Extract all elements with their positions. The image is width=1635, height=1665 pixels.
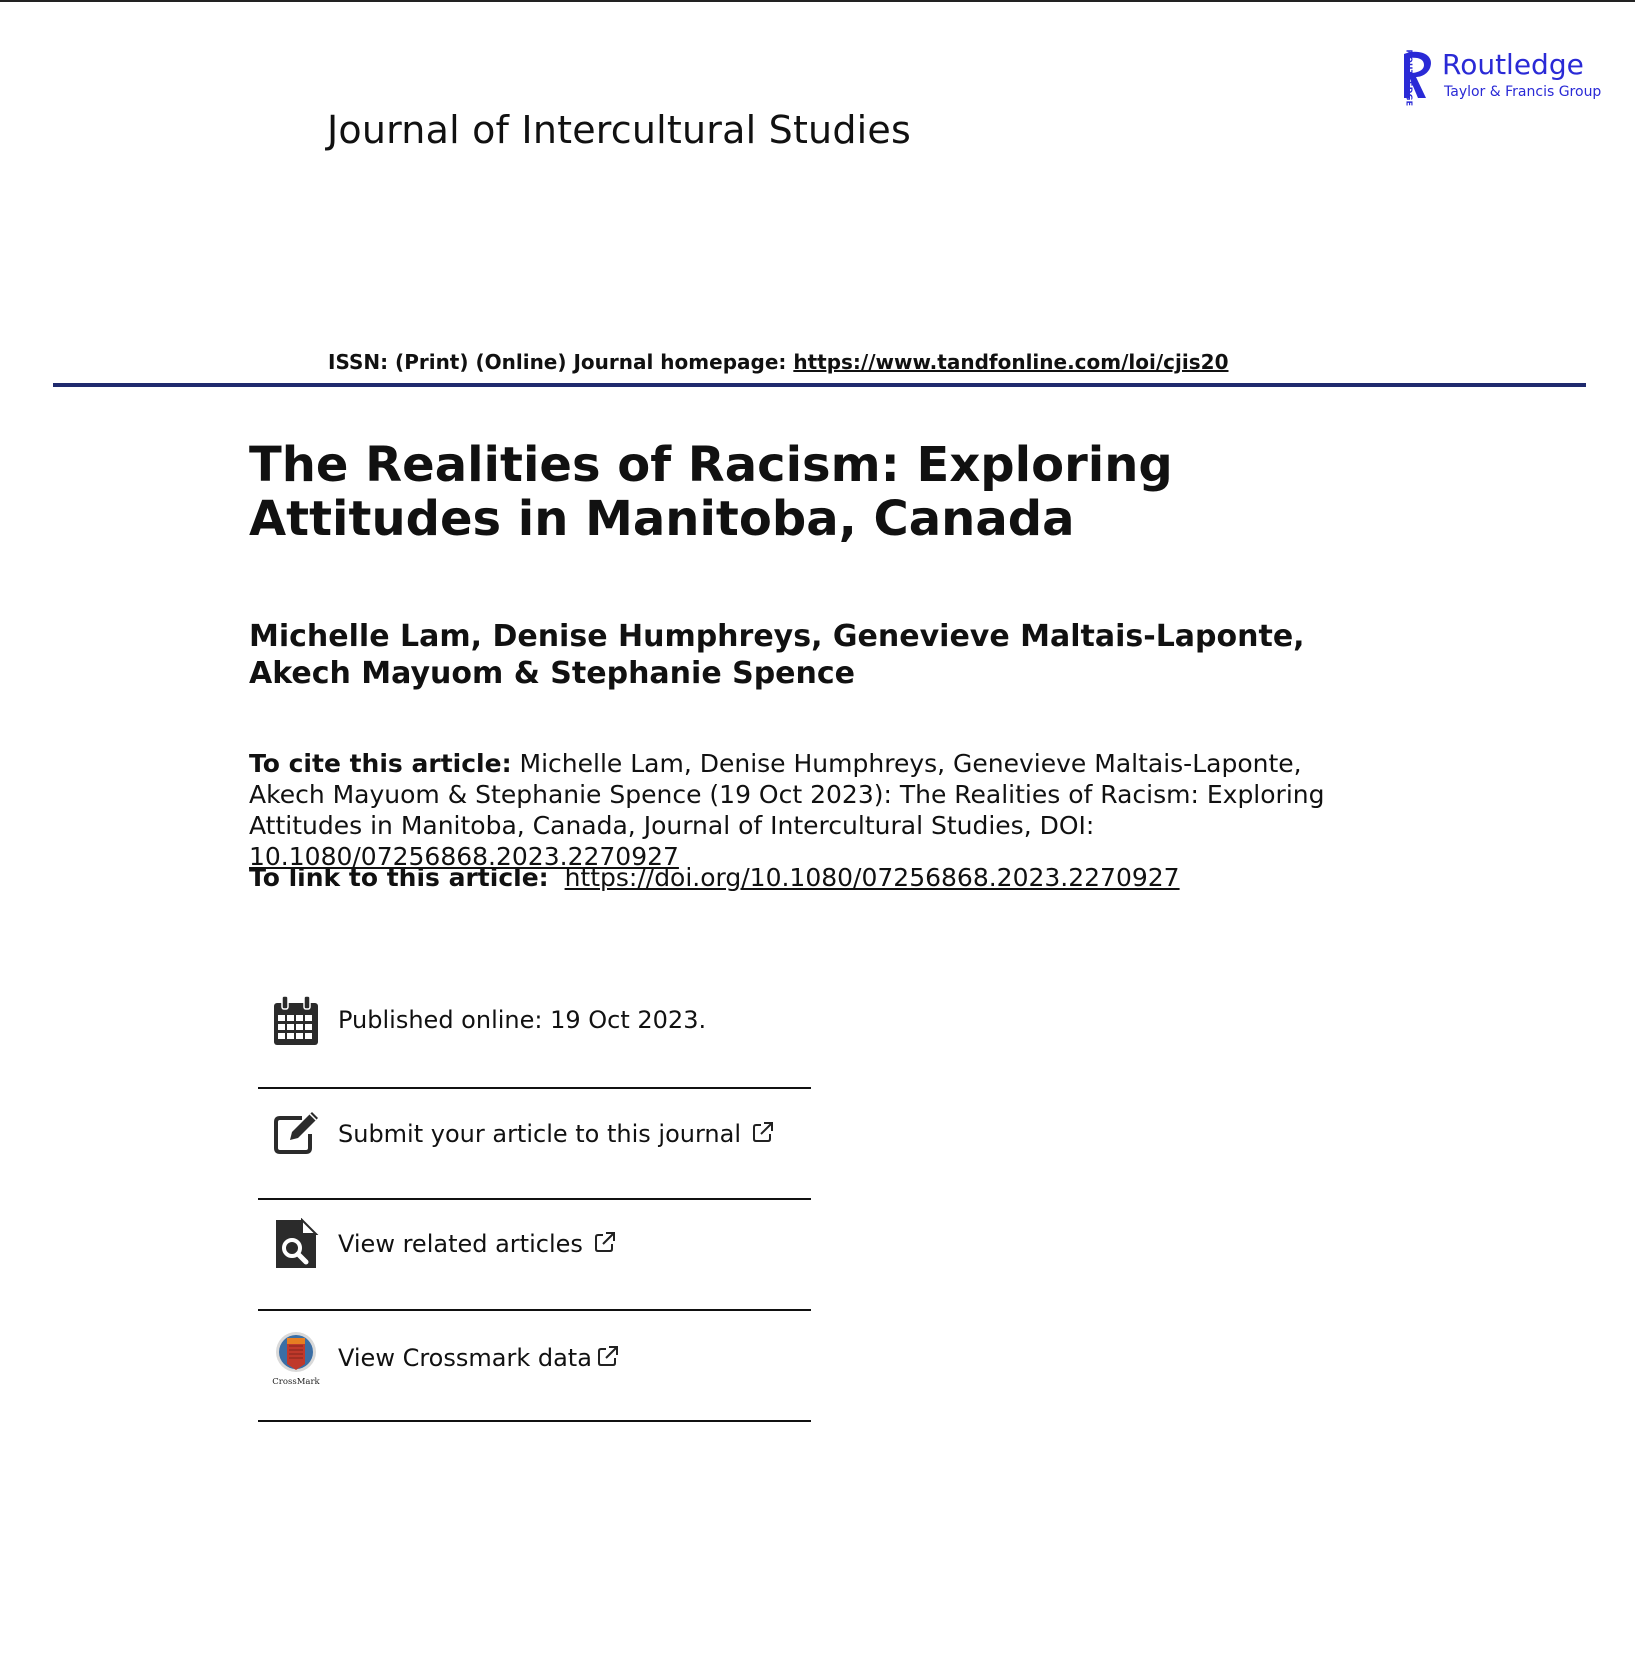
crossmark-text: View Crossmark data [338,1344,592,1372]
edit-icon [272,1108,320,1160]
routledge-logo[interactable] [1396,48,1602,108]
crossmark-logo-text: CrossMark [272,1377,320,1386]
issn-line [328,350,1228,374]
logo-vertical-text: ROUTLEDGE [1404,49,1414,107]
issn-label: ISSN: (Print) (Online) Journal homepage: [328,350,794,374]
item-divider [258,1198,811,1200]
journal-homepage-link[interactable]: https://www.tandfonline.com/loi/cjis20 [793,350,1229,374]
article-authors: Michelle Lam, Denise Humphreys, Genevieve Maltais-Laponte, Akech Mayuom & Stephanie Spence [249,619,1305,691]
routledge-r-icon [1396,48,1440,107]
article-link-line [249,863,1180,892]
search-document-icon [272,1218,320,1270]
submit-article-item[interactable] [258,1108,811,1218]
top-rule [0,0,1635,2]
item-divider [258,1420,811,1422]
citation-block [249,748,1369,872]
article-doi-link[interactable]: https://doi.org/10.1080/07256868.2023.2270927 [564,863,1180,892]
crossmark-icon [272,1330,320,1386]
published-online-text: Published online: 19 Oct 2023. [338,1006,707,1034]
item-divider [258,1309,811,1311]
crossmark-item[interactable] [258,1330,811,1440]
external-link-icon [596,1344,620,1368]
related-articles-item[interactable] [258,1218,811,1328]
submit-article-link[interactable] [338,1120,775,1148]
publisher-name: Routledge [1442,48,1584,81]
external-link-icon [751,1120,775,1144]
link-label: To link to this article: [249,863,549,892]
item-divider [258,1087,811,1089]
related-articles-text: View related articles [338,1230,583,1258]
calendar-icon [272,995,320,1047]
publisher-group: Taylor & Francis Group [1444,84,1602,100]
cite-text: Michelle Lam, Denise Humphreys, Genevieve Maltais-Laponte, Akech Mayuom & Stephanie Spence (19 Oct 2023): The Realities of Racism: Exploring Attitudes in Manitoba, Canada, Journal of Intercultural Studies, DOI: [249,749,1325,840]
submit-article-text: Submit your article to this journal [338,1120,742,1148]
article-title: The Realities of Racism: Exploring Attitudes in Manitoba, Canada [249,437,1173,547]
cite-doi-link[interactable]: 10.1080/07256868.2023.2270927 [249,842,679,871]
related-articles-link[interactable] [338,1230,617,1258]
external-link-icon [593,1230,617,1254]
crossmark-link[interactable] [338,1344,620,1372]
journal-title: Journal of Intercultural Studies [327,108,911,152]
header-divider [53,383,1586,387]
cite-label: To cite this article: [249,749,512,778]
